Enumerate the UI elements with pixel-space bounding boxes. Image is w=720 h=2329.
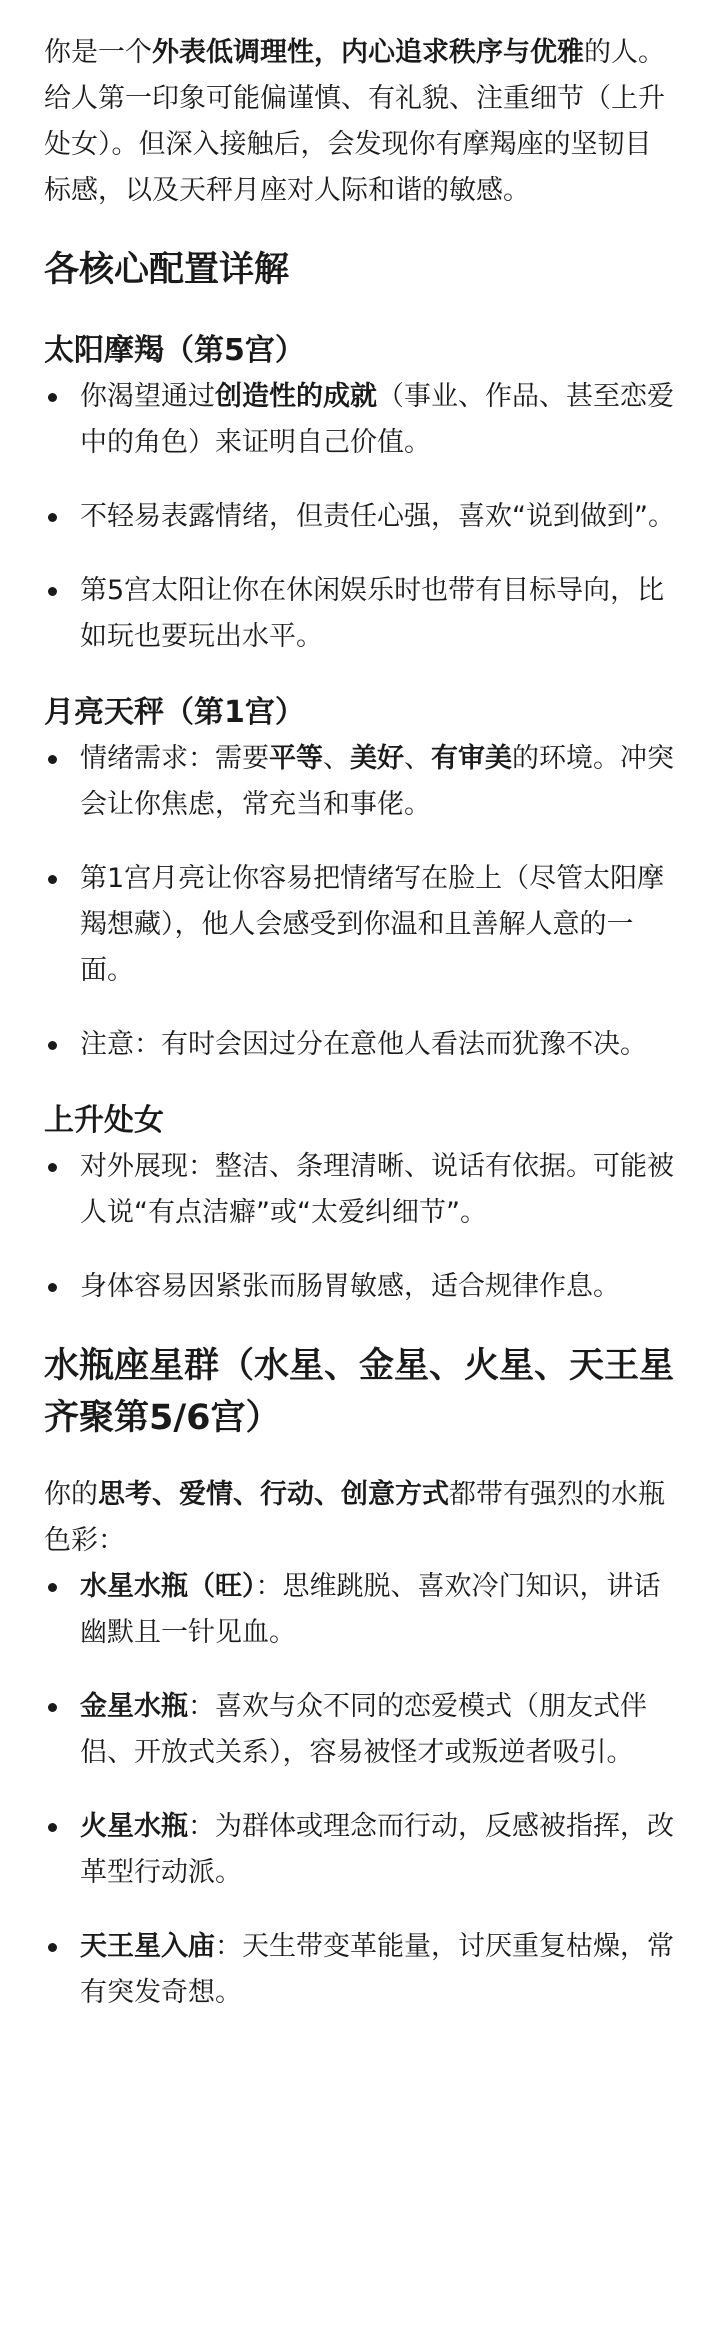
list-item: 身体容易因紧张而肠胃敏感，适合规律作息。 <box>44 1264 676 1310</box>
list-item: 火星水瓶：为群体或理念而行动，反感被指挥，改革型行动派。 <box>44 1804 676 1896</box>
item-label: 水星水瓶（旺） <box>80 1571 256 1602</box>
aquarius-list <box>44 1564 676 2016</box>
intro-bold: 外表低调理性，内心追求秩序与优雅 <box>152 37 584 68</box>
list-item: 第5宫太阳让你在休闲娱乐时也带有目标导向，比如玩也要玩出水平。 <box>44 568 676 660</box>
intro-text: 的人。给人第一印象可能偏谨慎、有礼貌、注重细节（上升处女）。但深入接触后，会发现你有摩羯座的坚韧目标感，以及天秤月座对人际和谐的敏感。 <box>44 37 665 206</box>
sun-list <box>44 374 676 660</box>
intro-paragraph <box>44 30 676 214</box>
rising-list <box>44 1144 676 1310</box>
aquarius-intro: 你的思考、爱情、行动、创意方式都带有强烈的水瓶色彩： <box>44 1479 665 1556</box>
bold-text: 创造性的成就 <box>215 381 377 412</box>
item-label: 金星水瓶 <box>80 1691 188 1722</box>
item-label: 火星水瓶 <box>80 1811 188 1842</box>
section-title: 各核心配置详解 <box>44 250 290 290</box>
item-label: 天王星入庙 <box>80 1931 215 1962</box>
moon-list <box>44 736 676 1068</box>
list-item: 第1宫月亮让你容易把情绪写在脸上（尽管太阳摩羯想藏），他人会感受到你温和且善解人意的一面。 <box>44 856 676 994</box>
list-item: 水星水瓶（旺）：思维跳脱、喜欢冷门知识，讲话幽默且一针见血。 <box>44 1564 676 1656</box>
rising-heading: 上升处女 <box>44 1103 164 1138</box>
bold-text: 平等 <box>269 743 323 774</box>
aquarius-heading: 水瓶座星群（水星、金星、火星、天王星齐聚第5/6宫） <box>44 1346 675 1438</box>
list-item: 你渴望通过创造性的成就（事业、作品、甚至恋爱中的角色）来证明自己价值。 <box>44 374 676 466</box>
bold-text: 思考、爱情、行动、创意方式 <box>98 1479 449 1510</box>
list-item: 情绪需求：需要平等、美好、有审美的环境。冲突会让你焦虑，常充当和事佬。 <box>44 736 676 828</box>
list-item: 金星水瓶：喜欢与众不同的恋爱模式（朋友式伴侣、开放式关系），容易被怪才或叛逆者吸引。 <box>44 1684 676 1776</box>
list-item: 注意：有时会因过分在意他人看法而犹豫不决。 <box>44 1022 676 1068</box>
sun-heading: 太阳摩羯（第5宫） <box>44 333 305 368</box>
list-item: 对外展现：整洁、条理清晰、说话有依据。可能被人说“有点洁癖”或“太爱纠细节”。 <box>44 1144 676 1236</box>
list-item: 不轻易表露情绪，但责任心强，喜欢“说到做到”。 <box>44 494 676 540</box>
bold-text: 美好 <box>350 743 404 774</box>
bold-text: 有审美 <box>431 743 512 774</box>
list-item: 天王星入庙：天生带变革能量，讨厌重复枯燥，常有突发奇想。 <box>44 1924 676 2016</box>
intro-text: 你是一个 <box>44 37 152 68</box>
moon-heading: 月亮天秤（第1宫） <box>44 695 305 730</box>
